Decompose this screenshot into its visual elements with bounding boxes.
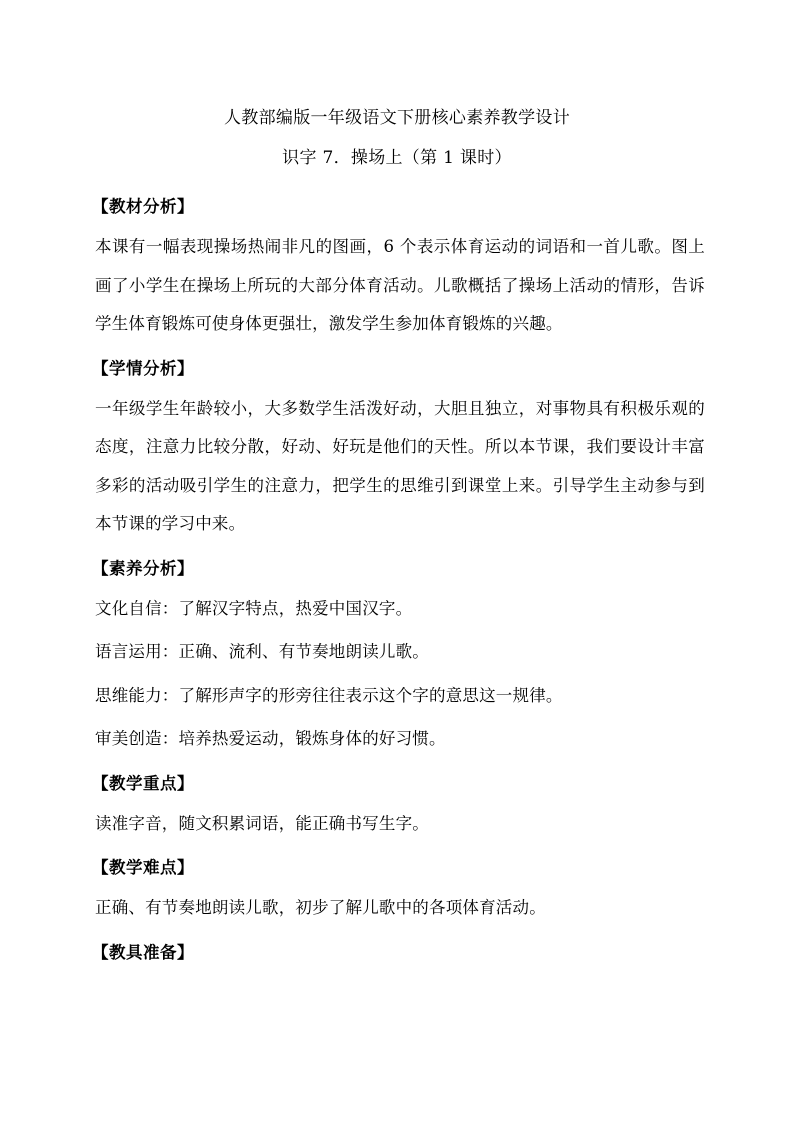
section-student-analysis [92,348,705,544]
section-teaching-aids [92,932,705,974]
section-paragraph: 一年级学生年龄较小，大多数学生活泼好动，大胆且独立，对事物具有积极乐观的态度，注意力比较分散，好动、好玩是他们的天性。所以本节课，我们要设计丰富多彩的活动吸引学生的注意力，把学生的思维引到课堂上来。引导学生主动参与到本节课的学习中来。 [95,398,705,533]
section-teaching-focus [92,763,705,844]
document-body [92,186,705,974]
lesson-subtitle: 识字 7．操场上（第 1 课时） [282,148,512,168]
section-paragraph: 正确、有节奏地朗读儿歌，初步了解儿歌中的各项体育活动。 [95,898,546,917]
section-heading: 【教具准备】 [92,942,194,962]
section-textbook-analysis [92,186,705,344]
section-paragraph: 审美创造：培养热爱运动，锻炼身体的好习惯。 [95,729,446,748]
section-paragraph: 文化自信：了解汉字特点，热爱中国汉字。 [95,598,413,618]
section-heading: 【素养分析】 [92,558,194,578]
section-paragraph: 本课有一幅表现操场热闹非凡的图画，6 个表示体育运动的词语和一首儿歌。图上画了小学生在操场上所玩的大部分体育活动。儿歌概括了操场上活动的情形，告诉学生体育锻炼可使身体更强壮，激发学生参加体育锻炼的兴趣。 [95,237,705,333]
section-teaching-difficulty [92,847,705,928]
section-paragraph: 语言运用：正确、流利、有节奏地朗读儿歌。 [95,642,429,661]
section-heading: 【学情分析】 [92,358,194,378]
document-title: 人教部编版一年级语文下册核心素养教学设计 [224,108,570,128]
section-heading: 【教学难点】 [92,858,194,877]
section-paragraph: 思维能力：了解形声字的形旁往往表示这个字的意思这一规律。 [95,685,563,705]
section-heading: 【教材分析】 [92,197,194,216]
section-literacy-analysis [92,548,705,759]
section-paragraph: 读准字音，随文积累词语，能正确书写生字。 [95,813,429,833]
section-heading: 【教学重点】 [92,773,194,793]
